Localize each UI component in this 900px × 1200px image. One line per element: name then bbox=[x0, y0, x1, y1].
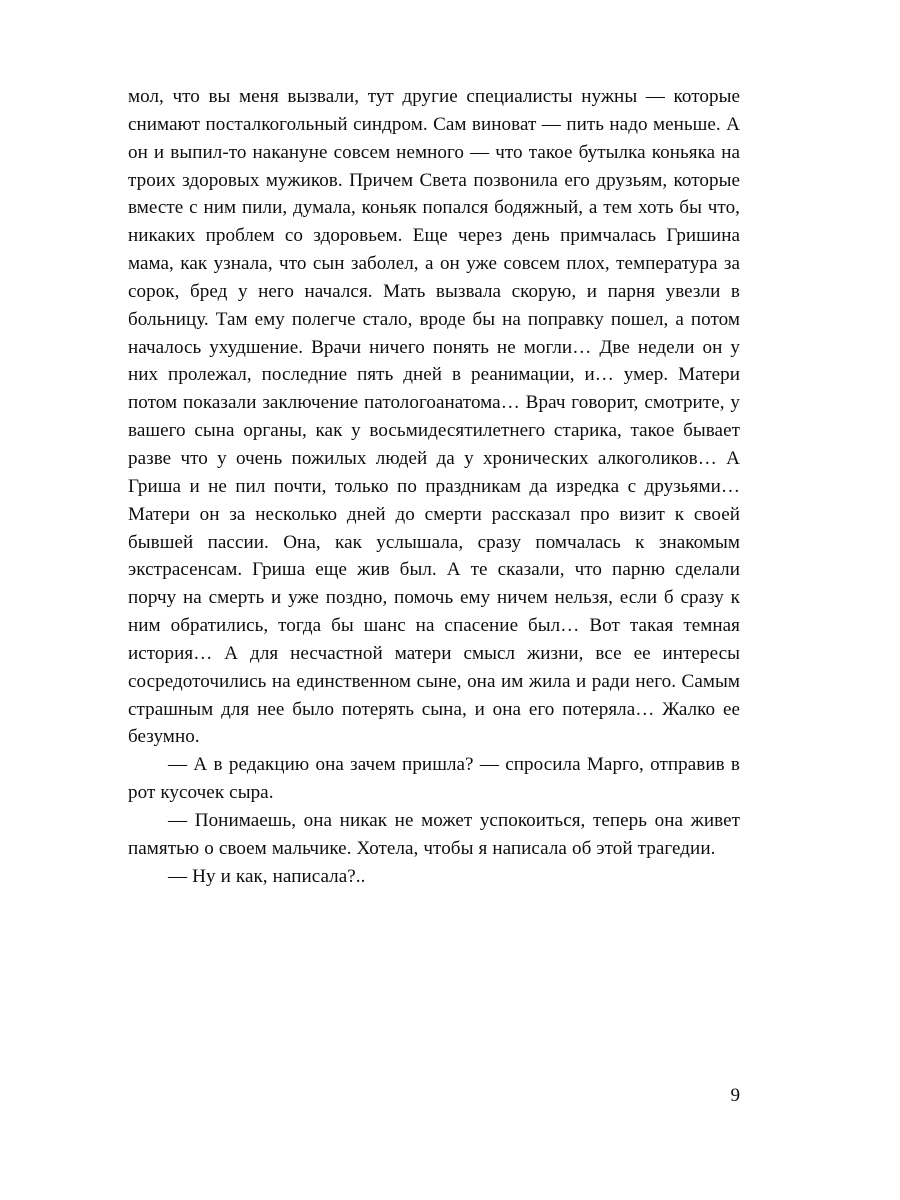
page-number: 9 bbox=[730, 1085, 740, 1106]
page-text-column bbox=[128, 83, 740, 890]
paragraph-dialogue-followup-question: — Ну и как, написала?.. bbox=[168, 865, 366, 887]
paragraph-dialogue-margo-question: — А в редакцию она зачем пришла? — спросила Марго, отправив в рот кусочек сыра. bbox=[128, 754, 740, 804]
paragraph-narration-continued: мол, что вы меня вызвали, тут другие специалисты нужны — которые снимают посталкогольный синдром. Сам виноват — пить надо меньше. А он и выпил-то накануне совсем немного — что такое бутылка коньяка на троих здоровых мужиков. Причем Света позвонила его друзьям, которые вместе с ним пили, думала, коньяк попался бодяжный, а тем хоть бы что, никаких проблем со здоровьем. Еще через день примчалась Гришина мама, как узнала, что сын заболел, а он уже совсем плох, температура за сорок, бред у него начался. Мать вызвала скорую, и парня увезли в больницу. Там ему полегче стало, вроде бы на поправку пошел, а потом началось ухудшение. Врачи ничего понять не могли… Две недели он у них пролежал, последние пять дней в реанимации, и… умер. Матери потом показали заключение патологоанатома… Врач говорит, смотрите, у вашего сына органы, как у восьмидесятилетнего старика, такое бывает разве что у очень пожилых людей да у хронических алкоголиков… А Гриша и не пил почти, только по праздникам да изредка с друзьями… Матери он за несколько дней до смерти рассказал про визит к своей бывшей пассии. Она, как услышала, сразу помчалась к знакомым экстрасенсам. Гриша еще жив был. А те сказали, что парню сделали порчу на смерть и уже поздно, помочь ему ничем нельзя, если б сразу к ним обратились, тогда бы шанс на спасение был… Вот такая темная история… А для несчастной матери смысл жизни, все ее интересы сосредоточились на единственном сыне, она им жила и ради него. Самым страшным для нее было потерять сына, и она его потеряла… Жалко ее безумно. bbox=[128, 86, 740, 748]
paragraph-dialogue-reply-explanation: — Понимаешь, она никак не может успокоиться, теперь она живет памятью о своем мальчике. Хотела, чтобы я написала об этой трагедии. bbox=[128, 809, 740, 859]
